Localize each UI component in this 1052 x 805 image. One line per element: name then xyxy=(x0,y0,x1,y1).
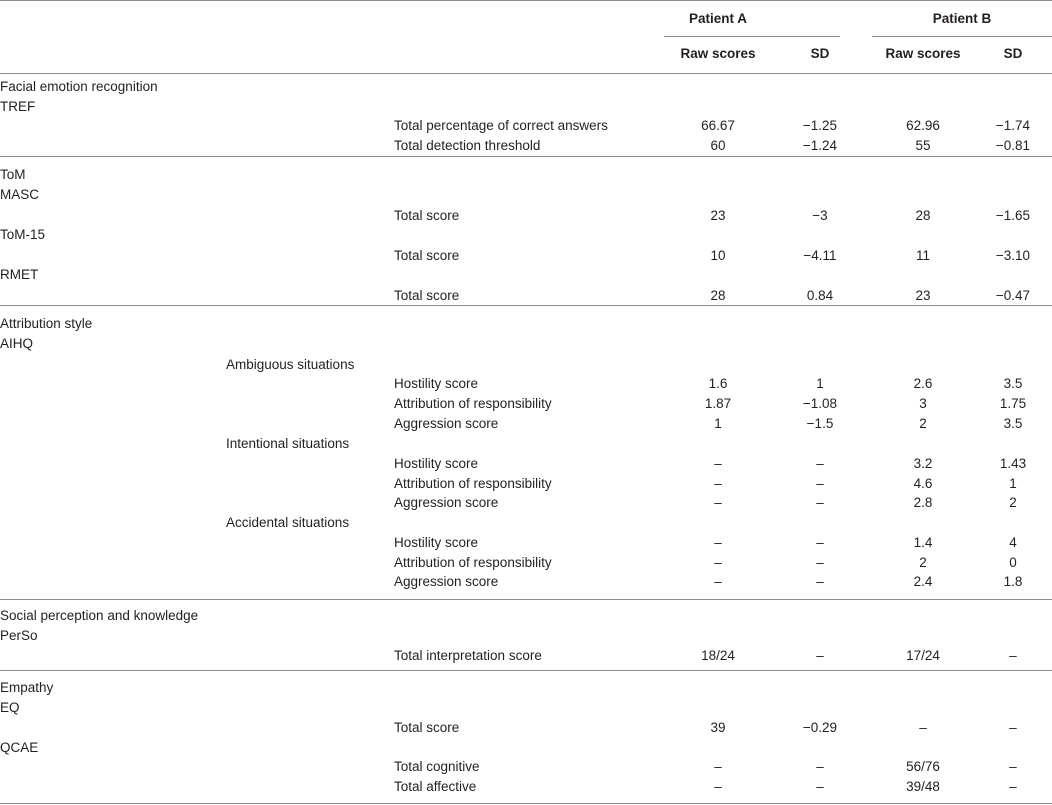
cell-raw-b: 39/48 xyxy=(906,779,940,794)
cell-raw-a: 18/24 xyxy=(701,648,735,663)
row-label: Total score xyxy=(394,208,460,223)
cell-raw-b: 17/24 xyxy=(906,648,940,663)
row-label: Total score xyxy=(394,720,460,735)
cell-sd-b: 0 xyxy=(1009,555,1017,570)
cell-sd-b: 1.43 xyxy=(999,456,1027,471)
section-label: EQ xyxy=(0,700,20,715)
cell-raw-a: 39 xyxy=(710,720,726,735)
section-label: Social perception and knowledge xyxy=(0,608,199,623)
cell-raw-a: 1.87 xyxy=(704,396,732,411)
cell-sd-a: −1.08 xyxy=(802,396,838,411)
cell-raw-a: 28 xyxy=(710,288,726,303)
cell-raw-b: 2 xyxy=(919,416,927,431)
cell-raw-a: – xyxy=(714,495,722,510)
section-label: RMET xyxy=(0,267,39,282)
subgroup-label: Intentional situations xyxy=(226,436,350,451)
cell-raw-b: 11 xyxy=(915,248,930,263)
section-divider-1 xyxy=(0,156,1052,157)
cell-sd-b: – xyxy=(1009,720,1017,735)
cell-sd-a: – xyxy=(816,476,824,491)
header-patient-a: Patient A xyxy=(688,11,747,26)
section-divider-3 xyxy=(0,599,1052,600)
cell-raw-a: 66.67 xyxy=(701,118,735,133)
cell-raw-a: 60 xyxy=(710,138,726,153)
cell-sd-a: 0.84 xyxy=(806,288,834,303)
cell-sd-a: −1.24 xyxy=(802,138,838,153)
cell-sd-a: −1.5 xyxy=(806,416,834,431)
cell-raw-b: 4.6 xyxy=(913,476,933,491)
cell-raw-b: 23 xyxy=(915,288,931,303)
row-label: Total score xyxy=(394,288,460,303)
section-label: PerSo xyxy=(0,628,38,643)
cell-raw-a: – xyxy=(714,476,722,491)
subheader-raw-scores-b: Raw scores xyxy=(885,46,961,61)
cell-sd-b: −0.47 xyxy=(995,288,1031,303)
cell-raw-a: – xyxy=(714,456,722,471)
cell-raw-b: 1.4 xyxy=(913,535,933,550)
cell-sd-a: −4.11 xyxy=(803,248,837,263)
cell-raw-b: 2 xyxy=(919,555,927,570)
cell-raw-b: 3.2 xyxy=(913,456,933,471)
cell-raw-b: 28 xyxy=(915,208,931,223)
cell-sd-b: 1.8 xyxy=(1003,574,1023,589)
subgroup-label: Accidental situations xyxy=(226,515,350,530)
row-label: Attribution of responsibility xyxy=(394,476,552,491)
cell-raw-a: – xyxy=(714,535,722,550)
row-label: Total detection threshold xyxy=(394,138,541,153)
table-top-rule xyxy=(0,0,1052,1)
cell-raw-b: 3 xyxy=(919,396,927,411)
cell-sd-b: – xyxy=(1009,779,1017,794)
row-label: Hostility score xyxy=(394,376,479,391)
cell-sd-a: – xyxy=(816,456,824,471)
cell-sd-b: 4 xyxy=(1009,535,1017,550)
cell-sd-a: – xyxy=(816,555,824,570)
cell-sd-b: −1.65 xyxy=(995,208,1031,223)
cell-sd-a: – xyxy=(816,535,824,550)
row-label: Attribution of responsibility xyxy=(394,555,552,570)
section-label: TREF xyxy=(0,99,36,114)
cell-sd-a: −3 xyxy=(812,208,828,223)
section-label: ToM xyxy=(0,167,26,182)
patient-b-underline xyxy=(872,36,1052,37)
cell-sd-a: – xyxy=(816,779,824,794)
cell-sd-b: – xyxy=(1009,759,1017,774)
cell-sd-b: 3.5 xyxy=(1003,416,1023,431)
row-label: Total cognitive xyxy=(394,759,480,774)
section-label: Empathy xyxy=(0,680,54,695)
cell-sd-b: −3.10 xyxy=(995,248,1031,263)
cell-sd-b: 1 xyxy=(1009,476,1017,491)
row-label: Aggression score xyxy=(394,495,499,510)
cell-raw-a: 1.6 xyxy=(708,376,728,391)
cell-sd-a: – xyxy=(816,495,824,510)
cell-sd-b: – xyxy=(1009,648,1017,663)
header-bottom-rule xyxy=(0,73,1052,74)
cell-sd-a: – xyxy=(816,648,824,663)
row-label: Aggression score xyxy=(394,416,499,431)
row-label: Total percentage of correct answers xyxy=(394,118,608,133)
cell-raw-a: 23 xyxy=(710,208,726,223)
subheader-sd-a: SD xyxy=(810,46,830,61)
cell-raw-a: – xyxy=(714,574,722,589)
row-label: Total score xyxy=(394,248,460,263)
cell-raw-b: 55 xyxy=(915,138,931,153)
cell-sd-a: 1 xyxy=(816,376,824,391)
cell-raw-a: 10 xyxy=(710,248,726,263)
cell-sd-a: – xyxy=(816,759,824,774)
cell-raw-a: 1 xyxy=(714,416,722,431)
table-bottom-rule xyxy=(0,803,1052,804)
section-label: QCAE xyxy=(0,740,39,755)
cell-sd-b: 3.5 xyxy=(1003,376,1023,391)
section-label: Facial emotion recognition xyxy=(0,79,158,94)
section-label: MASC xyxy=(0,187,40,202)
section-divider-4 xyxy=(0,670,1052,671)
cell-raw-b: 2.6 xyxy=(913,376,933,391)
cell-sd-a: −1.25 xyxy=(802,118,838,133)
row-label: Total affective xyxy=(394,779,477,794)
cell-raw-b: 62.96 xyxy=(906,118,940,133)
cell-raw-b: 2.8 xyxy=(913,495,933,510)
subheader-sd-b: SD xyxy=(1003,46,1023,61)
cell-sd-b: 1.75 xyxy=(999,396,1027,411)
cell-sd-b: −0.81 xyxy=(995,138,1031,153)
header-patient-b: Patient B xyxy=(932,11,992,26)
row-label: Hostility score xyxy=(394,456,479,471)
row-label: Aggression score xyxy=(394,574,499,589)
cell-raw-b: 2.4 xyxy=(913,574,933,589)
row-label: Total interpretation score xyxy=(394,648,542,663)
cell-raw-a: – xyxy=(714,759,722,774)
subgroup-label: Ambiguous situations xyxy=(226,357,355,372)
section-label: AIHQ xyxy=(0,336,34,351)
cell-raw-b: 56/76 xyxy=(906,759,940,774)
cell-sd-b: 2 xyxy=(1009,495,1017,510)
subheader-raw-scores-a: Raw scores xyxy=(680,46,756,61)
cell-sd-b: −1.74 xyxy=(995,118,1031,133)
row-label: Attribution of responsibility xyxy=(394,396,552,411)
patient-a-underline xyxy=(664,36,840,37)
section-divider-2 xyxy=(0,305,1052,306)
cell-raw-a: – xyxy=(714,555,722,570)
cell-sd-a: – xyxy=(816,574,824,589)
section-label: ToM-15 xyxy=(0,227,46,242)
section-label: Attribution style xyxy=(0,316,93,331)
cell-raw-b: – xyxy=(919,720,927,735)
cell-raw-a: – xyxy=(714,779,722,794)
row-label: Hostility score xyxy=(394,535,479,550)
cell-sd-a: −0.29 xyxy=(802,720,838,735)
